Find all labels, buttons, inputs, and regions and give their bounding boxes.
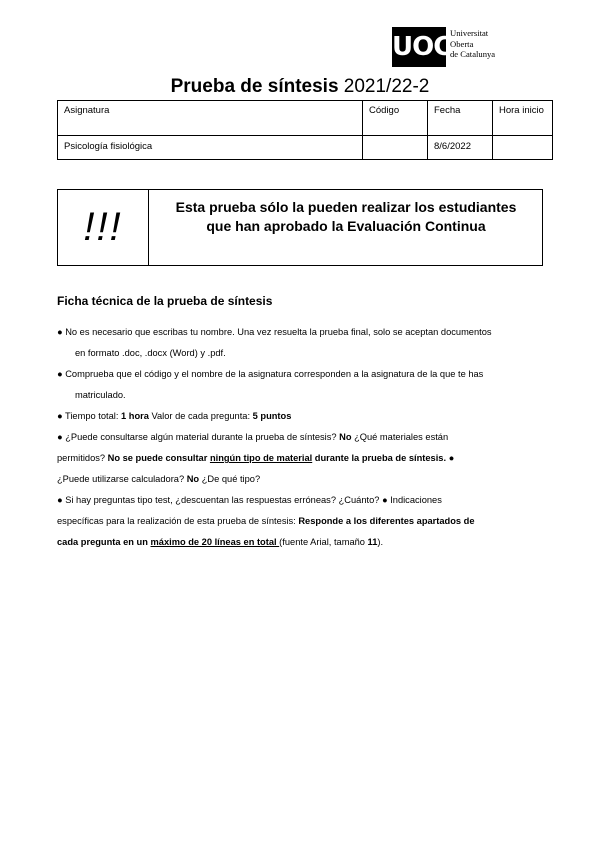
- bullet-6-line-2: [57, 511, 517, 532]
- bullet-4-line-2: [57, 448, 517, 469]
- page-title-bold: Prueba de síntesis: [170, 76, 339, 97]
- course-info-table: [57, 100, 553, 160]
- instructions: [57, 322, 517, 553]
- notice-box: [57, 189, 543, 266]
- bullet-6-h: ).: [377, 537, 384, 547]
- uoc-logo-mark: UOC: [392, 27, 446, 67]
- header-fecha: Fecha: [428, 101, 493, 136]
- section-title: Ficha técnica de la prueba de síntesis: [57, 294, 273, 308]
- bullet-1-line-1: ● No es necesario que escribas tu nombre. Una vez resuelta la prueba final, solo se aceptan documentos: [57, 327, 492, 337]
- bullet-4-c: ¿Qué materiales están: [351, 432, 449, 442]
- notice-line-1: Esta prueba sólo la pueden realizar los estudiantes: [175, 199, 517, 215]
- bullet-4-a: ● ¿Puede consultarse algún material durante la prueba de síntesis?: [57, 432, 340, 442]
- bullet-2-line-1: ● Comprueba que el código y el nombre de la asignatura corresponden a la asignatura de la que te has: [57, 369, 484, 379]
- value-codigo: [363, 136, 428, 160]
- header-asignatura: Asignatura: [58, 101, 363, 136]
- bullet-4-d: permitidos?: [57, 453, 108, 463]
- uoc-logo: [392, 27, 504, 69]
- bullet-6-e: máximo de 20 líneas en total: [150, 537, 280, 547]
- page-title-term: 2021/22-2: [338, 76, 430, 97]
- bullet-4-b: No: [339, 432, 352, 442]
- bullet-3-c: Valor de cada pregunta:: [148, 411, 253, 421]
- value-asignatura: Psicología fisiológica: [58, 136, 363, 160]
- bullet-3-a: ● Tiempo total:: [57, 411, 122, 421]
- bullet-2-line-2: matriculado.: [75, 390, 126, 400]
- bullet-3-d: 5 puntos: [252, 411, 292, 421]
- logo-line-1: Universitat: [450, 28, 489, 38]
- bullet-5-c: ¿De qué tipo?: [199, 474, 261, 484]
- bullet-6-g: 11: [367, 537, 378, 547]
- value-hora-inicio: [493, 136, 553, 160]
- header-hora-inicio: Hora inicio: [493, 101, 553, 136]
- bullet-6-d: cada pregunta en un: [57, 537, 151, 547]
- bullet-5-b: No: [186, 474, 200, 484]
- logo-line-2: Oberta: [450, 38, 474, 49]
- uoc-logo-text: [450, 28, 495, 60]
- bullet-6-f: (fuente Arial, tamaño: [279, 537, 368, 547]
- logo-line-3: de Catalunya: [450, 49, 496, 59]
- page-title: [0, 76, 600, 98]
- bullet-4-line-1: [57, 427, 517, 448]
- value-fecha: 8/6/2022: [428, 136, 493, 160]
- bullet-4-f: ningún tipo de material: [209, 453, 313, 463]
- header-codigo: Código: [363, 101, 428, 136]
- bullet-1-line-2: en formato .doc, .docx (Word) y .pdf.: [75, 348, 226, 358]
- bullet-6-b: específicas para la realización de esta prueba de síntesis:: [57, 516, 299, 526]
- bullet-4-g: durante la prueba de síntesis.: [312, 453, 447, 463]
- bullet-3-b: 1 hora: [121, 411, 149, 421]
- bullet-5-a: ¿Puede utilizarse calculadora?: [57, 474, 187, 484]
- bullet-3: [57, 406, 517, 427]
- bullet-6-c: Responde a los diferentes apartados de: [298, 516, 475, 526]
- warning-mark: !!!: [58, 190, 149, 265]
- bullet-6-line-1: ● Si hay preguntas tipo test, ¿descuentan las respuestas erróneas? ¿Cuánto? ● Indicaciones: [57, 495, 442, 505]
- notice-line-2: que han aprobado la Evaluación Continua: [206, 218, 486, 234]
- table-header-row: [58, 101, 553, 136]
- bullet-4-e: No se puede consultar: [107, 453, 210, 463]
- notice-message: [150, 198, 542, 236]
- table-value-row: [58, 136, 553, 160]
- bullet-5: [57, 469, 517, 490]
- bullet-6-line-3: [57, 532, 517, 553]
- bullet-4-h: ●: [446, 453, 455, 463]
